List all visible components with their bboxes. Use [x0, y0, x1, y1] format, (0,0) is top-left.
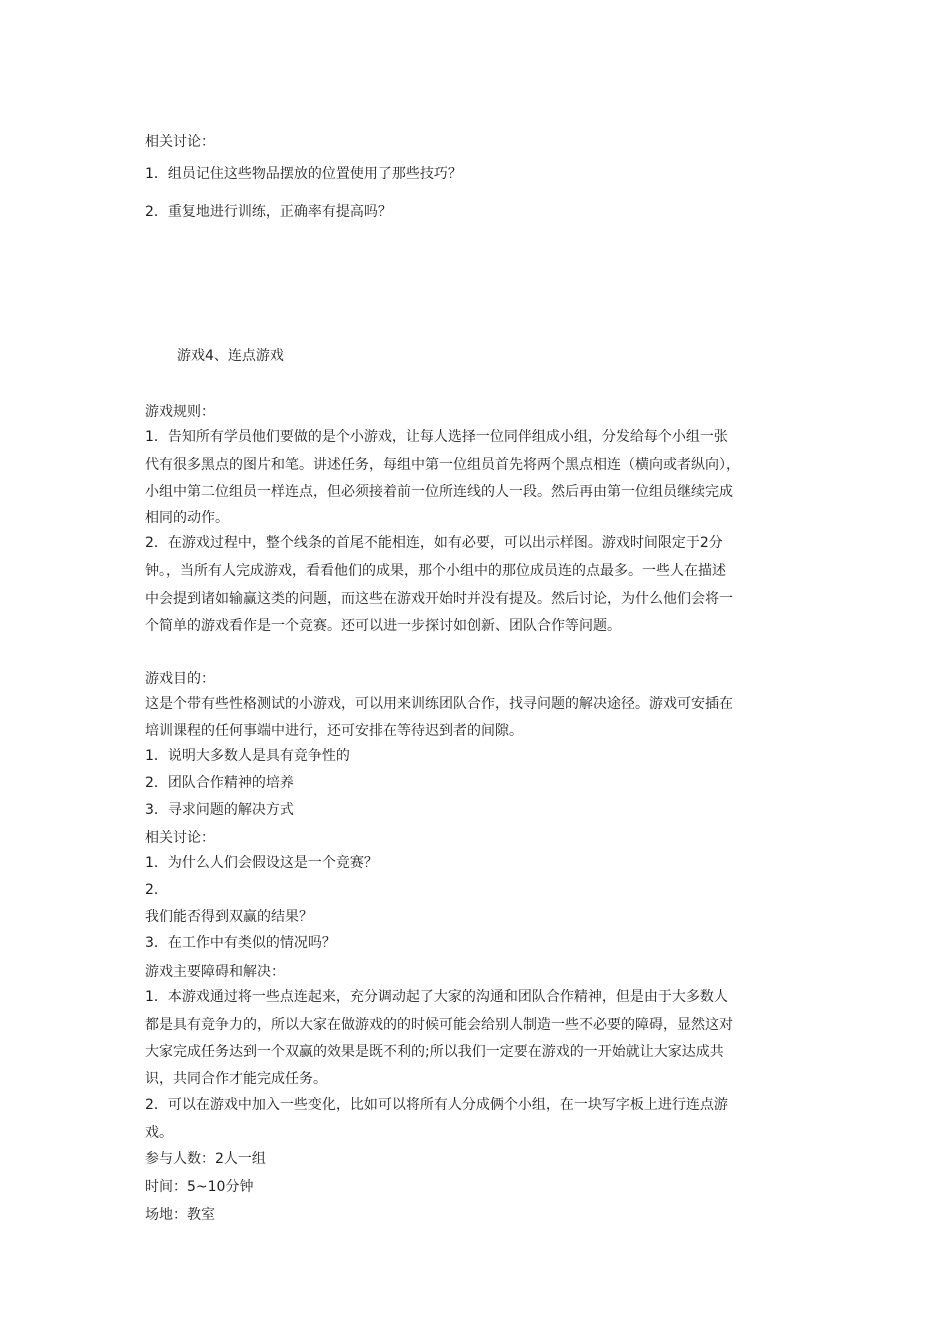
purpose-heading: 游戏目的：	[145, 671, 215, 687]
rules-line: 个简单的游戏看作是一个竞赛。还可以进一步探讨如创新、团队合作等问题。	[145, 618, 621, 634]
rules-heading: 游戏规则：	[145, 404, 215, 420]
obstacles-line: 都是具有竞争力的，所以大家在做游戏的的时候可能会给别人制造一些不必要的障碍，显然这对	[145, 1017, 733, 1033]
discussion-line: 3．在工作中有类似的情况吗？	[145, 935, 336, 951]
purpose-line: 2．团队合作精神的培养	[145, 775, 294, 791]
obstacles-line: 大家完成任务达到一个双赢的效果是既不利的;所以我们一定要在游戏的一开始就让大家达成共	[145, 1044, 724, 1060]
obstacles-line: 1．本游戏通过将一些点连起来，充分调动起了大家的沟通和团队合作精神，但是由于大多数人	[145, 989, 728, 1005]
discussion-line: 2．	[145, 882, 168, 898]
purpose-line: 1．说明大多数人是具有竞争性的	[145, 748, 350, 764]
obstacles-line: 戏。	[145, 1125, 173, 1141]
discussion-heading-2: 相关讨论：	[145, 830, 215, 846]
rules-line: 代有很多黑点的图片和笔。讲述任务，每组中第一位组员首先将两个黑点相连（横向或者纵向），	[145, 457, 740, 473]
purpose-line: 3．寻求问题的解决方式	[145, 802, 294, 818]
venue-info: 场地：教室	[145, 1207, 215, 1223]
discussion-item: 2．重复地进行训练，正确率有提高吗？	[145, 204, 392, 220]
obstacles-heading: 游戏主要障碍和解决：	[145, 964, 285, 980]
obstacles-line: 2．可以在游戏中加入一些变化，比如可以将所有人分成俩个小组，在一块写字板上进行连点游	[145, 1097, 728, 1113]
purpose-line: 培训课程的任何事端中进行，还可安排在等待迟到者的间隙。	[145, 723, 523, 739]
rules-line: 小组中第二位组员一样连点，但必须接着前一位所连线的人一段。然后再由第一位组员继续完成	[145, 484, 733, 500]
discussion-line: 1．为什么人们会假设这是一个竞赛？	[145, 855, 378, 871]
rules-line: 2．在游戏过程中，整个线条的首尾不能相连，如有必要，可以出示样图。游戏时间限定于2分	[145, 535, 723, 551]
discussion-item: 1．组员记住这些物品摆放的位置使用了那些技巧？	[145, 166, 462, 182]
rules-line: 相同的动作。	[145, 510, 229, 526]
game-title: 游戏4、连点游戏	[177, 348, 284, 364]
rules-line: 钟。，当所有人完成游戏，看看他们的成果，那个小组中的那位成员连的点最多。一些人在描述	[145, 563, 726, 579]
purpose-line: 这是个带有些性格测试的小游戏，可以用来训练团队合作，找寻问题的解决途径。游戏可安插在	[145, 696, 733, 712]
discussion-line: 我们能否得到双赢的结果？	[145, 909, 313, 925]
participants-info: 参与人数：2人一组	[145, 1151, 266, 1167]
time-info: 时间：5~10分钟	[145, 1179, 254, 1195]
obstacles-line: 识，共同合作才能完成任务。	[145, 1071, 327, 1087]
discussion-heading-1: 相关讨论：	[145, 134, 215, 150]
rules-line: 1．告知所有学员他们要做的是个小游戏，让每人选择一位同伴组成小组，分发给每个小组一张	[145, 429, 728, 445]
rules-line: 中会提到诸如输赢这类的问题，而这些在游戏开始时并没有提及。然后讨论，为什么他们会将一	[145, 591, 733, 607]
